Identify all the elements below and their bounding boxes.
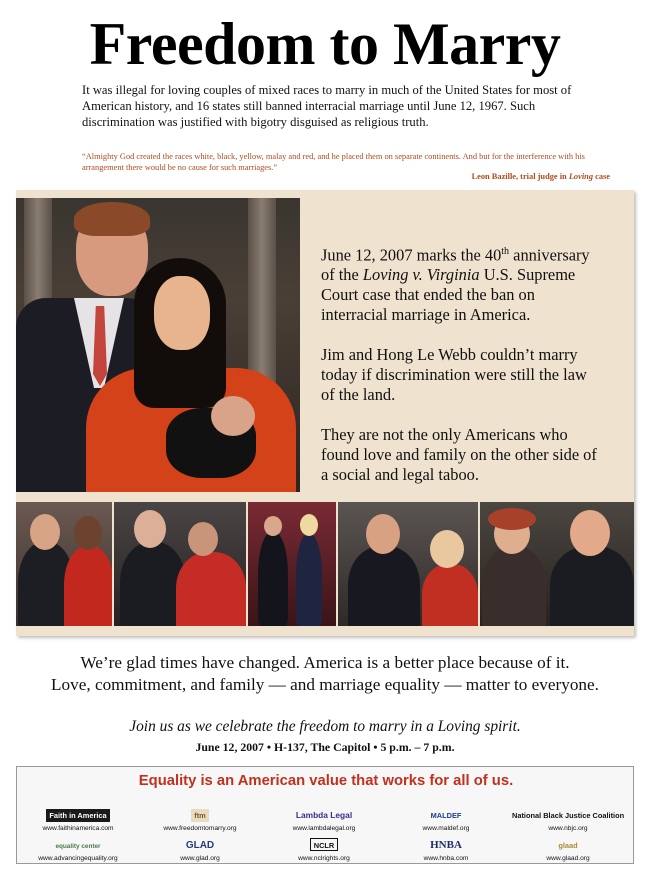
page-title: Freedom to Marry <box>89 11 561 77</box>
org-url[interactable]: www.nclrights.org <box>298 855 350 862</box>
equality-center-logo: equality center <box>55 843 101 850</box>
couple-photo-2 <box>114 502 246 626</box>
nclr-logo: NCLR <box>310 838 339 851</box>
tagline-line-2: Love, commitment, and family — and marriage equality — matter to everyone. <box>51 675 599 694</box>
org-glad[interactable] <box>141 835 259 862</box>
feature-panel <box>16 190 634 636</box>
couples-photo-strip <box>16 502 634 626</box>
org-url[interactable]: www.nbjc.org <box>548 825 588 832</box>
org-url[interactable]: www.lambdalegal.org <box>292 825 356 832</box>
nbjc-logo: National Black Justice Coalition <box>512 811 625 820</box>
org-url[interactable]: www.hnba.com <box>423 855 469 862</box>
couple-photo-3 <box>248 502 336 626</box>
org-nbjc[interactable] <box>509 805 627 832</box>
couple-photo-1 <box>16 502 112 626</box>
invitation-text: Join us as we celebrate the freedom to marry in a Loving spirit. <box>129 718 521 735</box>
org-url[interactable]: www.faithinamerica.com <box>42 825 114 832</box>
webb-family-photo <box>16 198 300 492</box>
sponsor-box <box>16 766 634 864</box>
org-glaad[interactable] <box>509 835 627 862</box>
hnba-logo: HNBA <box>430 839 462 851</box>
attribution-suffix: case <box>595 172 610 181</box>
equality-headline: Equality is an American value that works for all of us. <box>138 773 514 789</box>
org-freedom-to-marry[interactable] <box>141 805 259 832</box>
org-url[interactable]: www.glaad.org <box>546 855 590 862</box>
lambda-legal-logo: Lambda Legal <box>295 810 353 820</box>
org-url[interactable]: www.advancingequality.org <box>38 855 118 862</box>
freedom-to-marry-logo: ftm <box>191 809 209 822</box>
glaad-logo: glaad <box>558 841 578 850</box>
tagline-line-1: We’re glad times have changed. America is a better place because of it. <box>80 653 570 672</box>
faith-in-america-logo: Faith in America <box>46 809 109 822</box>
couple-photo-4 <box>338 502 478 626</box>
glad-logo: GLAD <box>185 840 215 851</box>
couple-photo-5 <box>480 502 634 626</box>
org-url[interactable]: www.maldef.org <box>422 825 470 832</box>
taboo-paragraph: They are not the only Americans who found love and family on the other side of a social and legal taboo. <box>321 425 597 485</box>
org-url[interactable]: www.freedomtomarry.org <box>163 825 237 832</box>
org-faith-in-america[interactable] <box>19 805 137 832</box>
feature-text <box>321 242 601 505</box>
tagline <box>0 652 650 696</box>
org-maldef[interactable] <box>387 805 505 832</box>
org-advancing-equality[interactable] <box>19 835 137 862</box>
org-url[interactable]: www.glad.org <box>180 855 220 862</box>
webb-paragraph: Jim and Hong Le Webb couldn’t marry today if discrimination were still the law of the land. <box>321 345 587 405</box>
judge-quote <box>82 151 610 181</box>
attribution-name: Leon Bazille, trial judge in <box>471 172 567 181</box>
org-hnba[interactable] <box>387 835 505 862</box>
org-nclr[interactable] <box>265 835 383 862</box>
intro-paragraph: It was illegal for loving couples of mixed races to marry in much of the United States for most of American history, and 16 states still banned interracial marriage until June 12, 1967. Such discrimination was justified with bigotry disguised as religious truth. <box>82 83 572 129</box>
maldef-logo: MALDEF <box>430 811 462 820</box>
attribution-case: Loving <box>568 172 594 181</box>
quote-text: “Almighty God created the races white, black, yellow, malay and red, and he placed them on separate continents. And but for the interference with his arrangement there would be no cause for such marriages.” <box>82 152 585 172</box>
event-details: June 12, 2007 • H-137, The Capitol • 5 p.m. – 7 p.m. <box>195 740 455 754</box>
quote-attribution <box>472 171 610 182</box>
anniversary-paragraph: June 12, 2007 marks the 40th anniversary of the Loving v. Virginia U.S. Supreme Court case that ended the ban on interracial marriage in America. <box>321 245 590 325</box>
org-lambda-legal[interactable] <box>265 805 383 832</box>
